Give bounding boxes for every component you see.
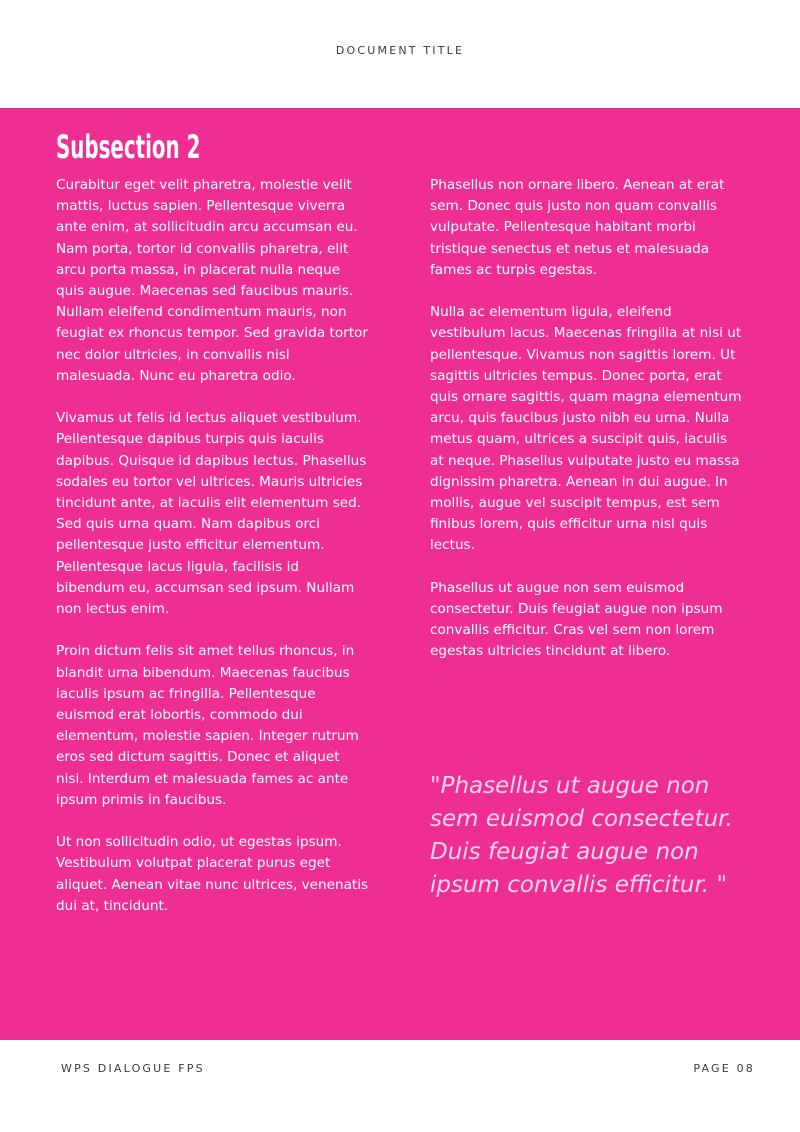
page-header xyxy=(0,0,800,108)
left-column xyxy=(56,175,371,938)
body-paragraph: Ut non sollicitudin odio, ut egestas ipsum. Vestibulum volutpat placerat purus eget aliquet. Aenean vitae nunc ultrices, venenatis dui at, tincidunt. xyxy=(56,834,369,914)
body-paragraph: Phasellus non ornare libero. Aenean at erat sem. Donec quis justo non quam convallis vulputate. Pellentesque habitant morbi tristique senectus et netus et malesuada fames ac turpis egestas. xyxy=(430,177,725,278)
section-heading: Subsection 2 xyxy=(56,128,201,166)
document-title: DOCUMENT TITLE xyxy=(335,44,465,57)
right-column xyxy=(430,175,745,684)
footer-document-name: WPS DIALOGUE FPS xyxy=(61,1062,205,1075)
body-paragraph: Proin dictum felis sit amet tellus rhoncus, in blandit urna bibendum. Maecenas faucibus iaculis ipsum ac fringilla. Pellentesque euismod erat lobortis, commodo dui elementum, molestie sapien. Integer rutrum eros sed dictum sagittis. Donec et aliquet nisi. Interdum et malesuada fames ac ante ipsum primis in faucibus. xyxy=(56,643,359,808)
pull-quote: "Phasellus ut augue non sem euismod consectetur. Duis feugiat augue non ipsum convallis efficitur. " xyxy=(430,773,733,898)
body-paragraph: Curabitur eget velit pharetra, molestie velit mattis, luctus sapien. Pellentesque viverra ante enim, at sollicitudin arcu accumsan eu. Nam porta, tortor id convallis pharetra, elit arcu porta massa, in placerat nulla neque quis augue. Maecenas sed faucibus mauris. Nullam eleifend condimentum mauris, non feugiat ex rhoncus tempor. Sed gravida tortor nec dolor ultricies, in convallis nisl malesuada. Nunc eu pharetra odio. xyxy=(56,177,368,384)
page-number: PAGE 08 xyxy=(693,1062,755,1075)
body-paragraph: Phasellus ut augue non sem euismod consectetur. Duis feugiat augue non ipsum convallis efficitur. Cras vel sem non lorem egestas ultricies tincidunt at libero. xyxy=(430,579,723,660)
body-paragraph: Nulla ac elementum ligula, eleifend vestibulum lacus. Maecenas fringilla at nisi ut pellentesque. Vivamus non sagittis lorem. Ut sagittis ultricies tempus. Donec porta, erat quis ornare sagittis, quam magna elementum arcu, quis faucibus justo nibh eu urna. Nulla metus quam, ultrices a suscipit quis, iaculis at neque. Phasellus vulputate justo eu massa dignissim pharetra. Aenean in dui augue. In mollis, augue vel suscipit tempus, est sem finibus lorem, quis efficitur urna nisl quis lectus. xyxy=(430,304,742,554)
body-paragraph: Vivamus ut felis id lectus aliquet vestibulum. Pellentesque dapibus turpis quis iaculis dapibus. Quisque id dapibus lectus. Phasellus sodales eu tortor vel ultrices. Mauris ultricies tincidunt ante, at iaculis elit elementum sed. Sed quis urna quam. Nam dapibus orci pellentesque justo efficitur elementum. Pellentesque lacus ligula, facilisis id bibendum eu, accumsan sed ipsum. Nullam non lectus enim. xyxy=(56,410,367,618)
